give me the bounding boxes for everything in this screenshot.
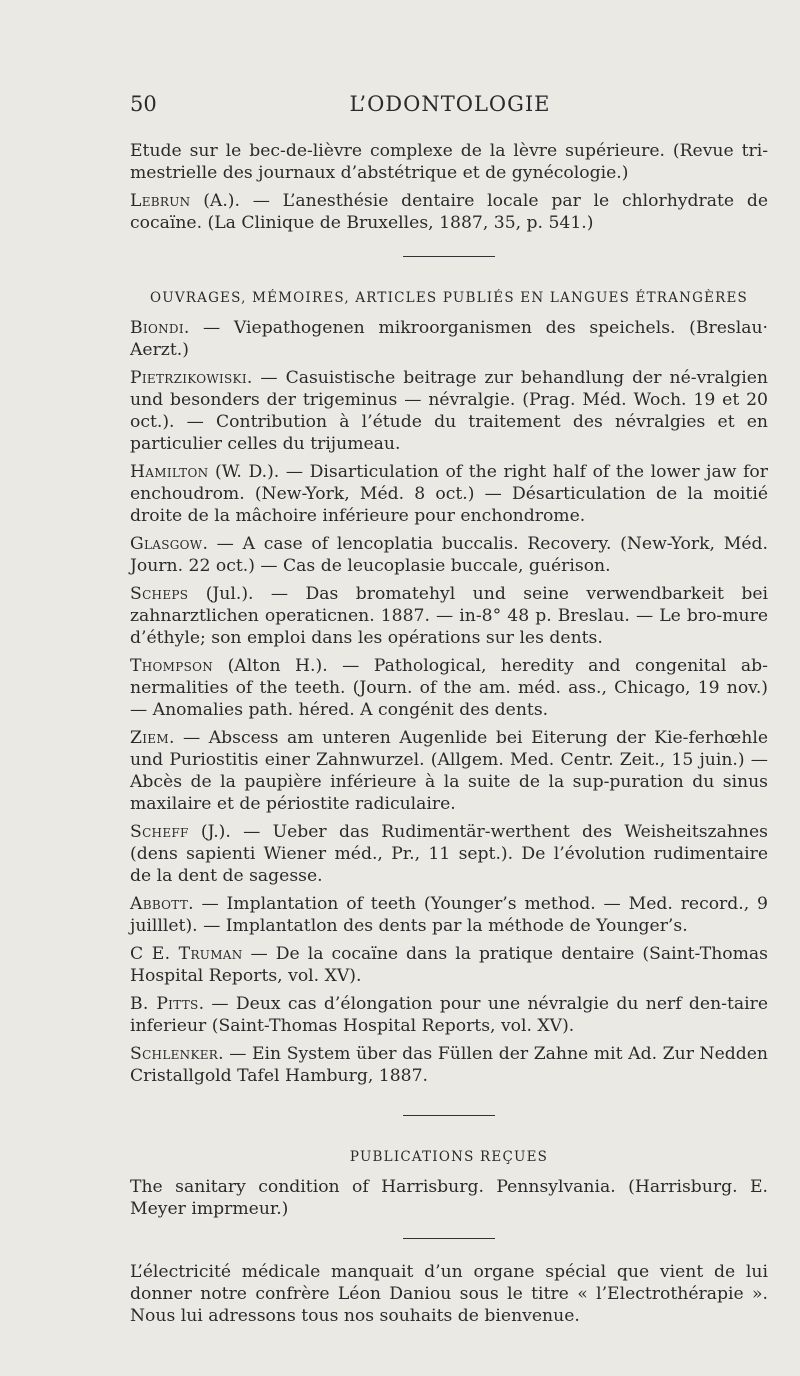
entry-text: . — Viepathogenen mikroorganismen des speichels. (Breslau· Aerzt.): [130, 318, 768, 360]
entry-text: . — A case of lencoplatia buccalis. Recovery. (New-York, Méd. Journ. 22 oct.) — Cas de leucoplasie buccale, guérison.: [130, 534, 768, 576]
entry-author: Schlenker: [130, 1044, 219, 1064]
entry-author: Abbott: [130, 894, 189, 914]
bibliography-entry: [130, 367, 768, 455]
entry-author: Pietrzikowiski: [130, 368, 247, 388]
entry-text: — De la cocaïne dans la pratique dentaire (Saint-Thomas Hospital Reports, vol. XV).: [130, 944, 769, 986]
entry-text: (A.). — L’anesthésie dentaire locale par le chlorhydrate de cocaïne. (La Clinique de Bruxelles, 1887, 35, p. 541.): [130, 191, 768, 233]
entry-text: (W. D.). — Disarticulation of the right half of the lower jaw for enchoudrom. (New-York, Méd. 8 oct.) — Désarticulation de la moitié droite de la mâchoire inférieure pour enchondrome.: [130, 462, 768, 526]
entry-text: . — Ein System über das Füllen der Zahne mit Ad. Zur Nedden Cristallgold Tafel Hamburg, 1887.: [130, 1044, 768, 1086]
bibliography-entry: [130, 190, 768, 234]
bibliography-entry: [130, 317, 768, 361]
section-title-received: PUBLICATIONS REÇUES: [349, 1149, 549, 1165]
bibliography-entry: [130, 140, 768, 184]
entry-author: Lebrun: [130, 191, 191, 211]
entry-author: Scheff: [130, 822, 189, 842]
entry-text: . — Casuistische beitrage zur behandlung der né-vralgien und besonders der trigeminus — névralgie. (Prag. Méd. Woch. 19 et 20 oct.). — Contribution à l’étude du traitement des névralgies et en particulier celles du trijumeau.: [130, 368, 768, 454]
entry-text: (Jul.). — Das bromatehyl und seine verwendbarkeit bei zahnarztlichen operaticnen. 1887. — in-8° 48 p. Breslau. — Le bro-mure d’éthyle; son emploi dans les opérations sur les dents.: [130, 584, 768, 648]
bibliography-entry: [130, 1043, 768, 1087]
publication-entry: [130, 1176, 768, 1220]
bibliography-entry: [130, 583, 768, 649]
section-title-foreign: OUVRAGES, MÉMOIRES, ARTICLES PUBLIÉS EN LANGUES ÉTRANGÈRES: [149, 290, 749, 306]
entry-author: Hamilton: [130, 462, 209, 482]
bibliography-entry: [130, 943, 768, 987]
entry-author: C E. Truman: [130, 944, 243, 964]
entry-author: Ziem: [130, 728, 169, 748]
page-body: [130, 140, 768, 1333]
entry-author: B. Pitts: [130, 994, 199, 1014]
entry-text: (Alton H.). — Pathological, heredity and congenital ab-nermalities of the teeth. (Journ. of the am. méd. ass., Chicago, 19 nov.) — Anomalies path. héred. A congénit des dents.: [130, 656, 768, 720]
running-title: L’ODONTOLOGIE: [349, 92, 551, 116]
entry-text: . — Deux cas d’élongation pour une névralgie du nerf den-taire inferieur (Saint-Thomas Hospital Reports, vol. XV).: [130, 994, 768, 1036]
entry-text: . — Implantation of teeth (Younger’s method. — Med. record., 9 juilllet). — Implantatlon des dents par la méthode de Younger’s.: [130, 894, 768, 936]
entry-text: (J.). — Ueber das Rudimentär-werthent des Weisheitszahnes (dens sapienti Wiener méd., Pr., 11 sept.). De l’évolution rudimentaire de la dent de sagesse.: [130, 822, 768, 886]
bibliography-entry: [130, 727, 768, 815]
bibliography-entry: [130, 993, 768, 1037]
entry-author: Scheps: [130, 584, 189, 604]
page-header: [130, 92, 770, 122]
bibliography-entry: [130, 821, 768, 887]
entry-author: Glasgow: [130, 534, 203, 554]
bibliography-entry: [130, 893, 768, 937]
page-number: 50: [130, 92, 157, 116]
entry-author: Biondi: [130, 318, 184, 338]
entry-text: Etude sur le bec-de-lièvre complexe de la lèvre supérieure. (Revue tri-mestrielle des journaux d’abstétrique et de gynécologie.): [130, 141, 768, 183]
bibliography-entry: [130, 533, 768, 577]
closing-paragraph: L’électricité médicale manquait d’un organe spécial que vient de lui donner notre confrère Léon Daniou sous le titre « l’Electrothérapie ». Nous lui adressons tous nos souhaits de bienvenue.: [130, 1262, 768, 1326]
entry-author: Thompson: [130, 656, 214, 676]
entry-text: The sanitary condition of Harrisburg. Pennsylvania. (Harrisburg. E. Meyer imprmeur.): [130, 1177, 768, 1219]
bibliography-entry: [130, 655, 768, 721]
bibliography-entry: [130, 461, 768, 527]
entry-text: . — Abscess am unteren Augenlide bei Eiterung der Kie-ferhœhle und Puriostitis einer Zahnwurzel. (Allgem. Med. Centr. Zeit., 15 juin.) — Abcès de la paupière inférieure à la suite de la sup-puration du sinus maxilaire et de périostite radiculaire.: [130, 728, 768, 814]
